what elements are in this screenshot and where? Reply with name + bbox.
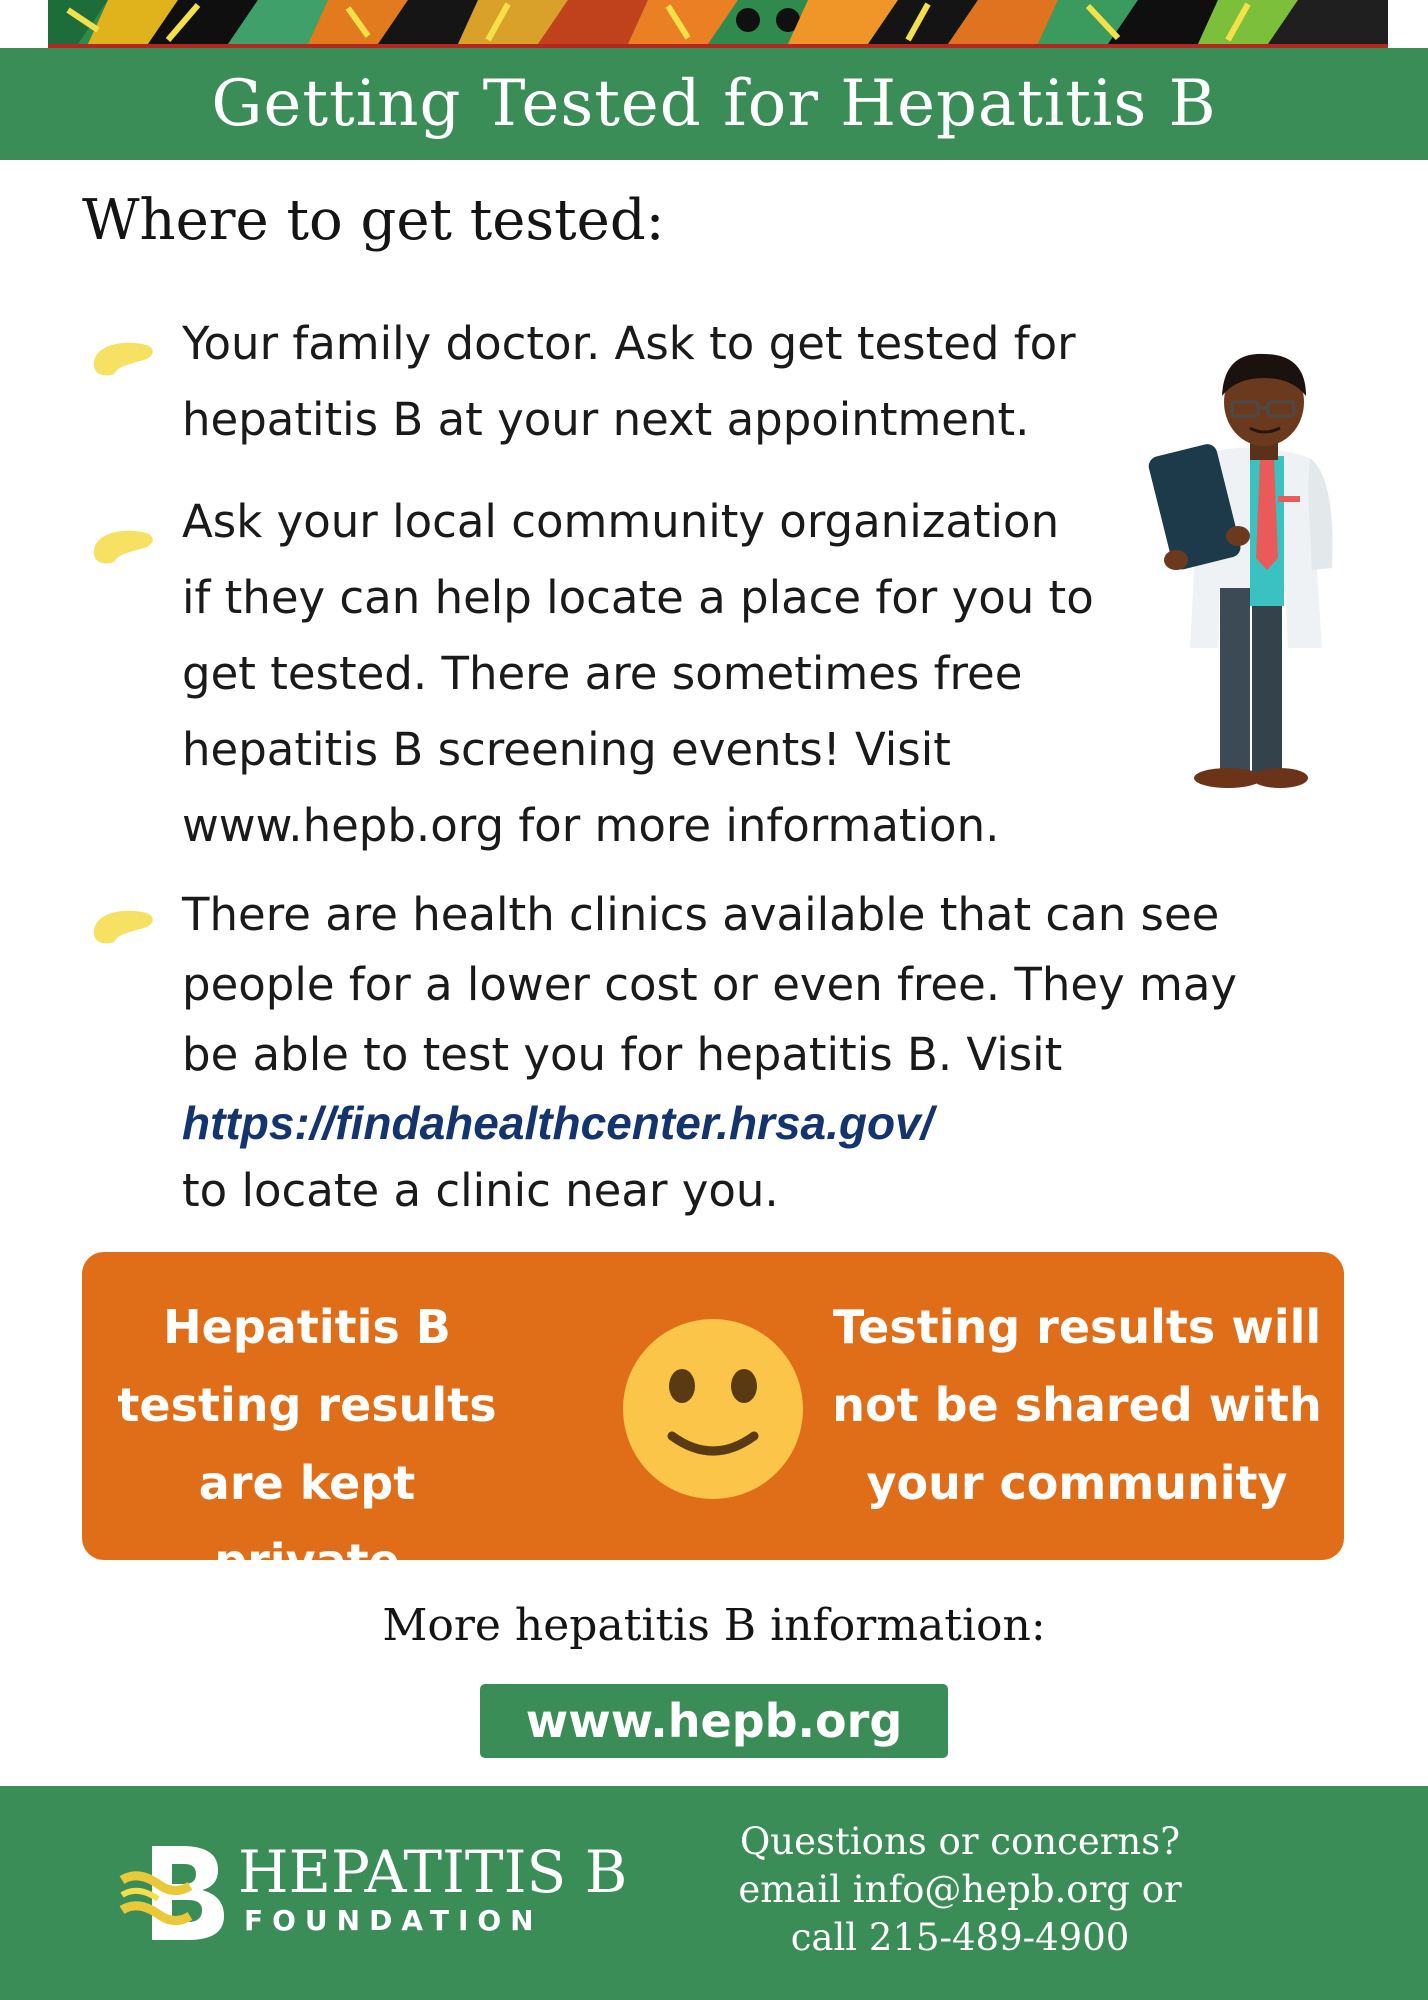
bullet-line: people for a lower cost or even free. They may <box>182 958 1238 1011</box>
title-bar <box>0 48 1428 160</box>
hrsa-health-center-link[interactable]: https://findahealthcenter.hrsa.gov/ <box>182 1097 934 1149</box>
doctor-illustration <box>1140 348 1350 794</box>
bullet-line: be able to test you for hepatitis B. Visit <box>182 1028 1063 1081</box>
privacy-message-right <box>812 1288 1342 1522</box>
bullet-line: hepatitis B screening events! Visit <box>182 723 951 776</box>
privacy-line: your community <box>866 1456 1288 1510</box>
bullet-line: There are health clinics available that can see <box>182 888 1220 941</box>
bullet-community-organization <box>182 484 1162 864</box>
page-title: Getting Tested for Hepatitis B <box>211 67 1217 141</box>
bullet-line: Ask your local community organization <box>182 495 1060 548</box>
contact-info <box>700 1818 1220 1962</box>
bullet-health-clinics <box>182 880 1402 1226</box>
bullet-line: get tested. There are sometimes free <box>182 647 1023 700</box>
bullet-line: hepatitis B at your next appointment. <box>182 393 1030 446</box>
yellow-bullet-icon <box>90 336 158 378</box>
more-info-label: More hepatitis B information: <box>382 1600 1046 1651</box>
privacy-line: are kept private <box>198 1456 416 1588</box>
bullet-family-doctor <box>182 306 1182 458</box>
privacy-line: testing results <box>117 1378 497 1432</box>
section-heading: Where to get tested: <box>82 188 665 253</box>
privacy-line: not be shared with <box>832 1378 1322 1432</box>
privacy-callout <box>82 1252 1344 1588</box>
privacy-message-left <box>102 1288 512 1600</box>
bullet-line: Your family doctor. Ask to get tested for <box>182 317 1076 370</box>
bullet-line: if they can help locate a place for you to <box>182 571 1094 624</box>
decorative-pattern-banner <box>48 0 1388 48</box>
yellow-bullet-icon <box>90 524 158 566</box>
contact-line: Questions or concerns? <box>739 1820 1181 1863</box>
yellow-bullet-icon <box>90 904 158 946</box>
footer <box>0 1786 1428 2000</box>
smiley-face-icon <box>622 1318 804 1500</box>
contact-line: email info@hepb.org or <box>738 1868 1182 1911</box>
bullet-line: www.hepb.org for more information. <box>182 799 1000 852</box>
logo-wordmark: HEPATITIS B <box>238 1838 628 1906</box>
website-link-button[interactable]: www.hepb.org <box>480 1684 948 1758</box>
hepatitis-b-foundation-logo-icon <box>118 1840 230 1944</box>
privacy-line: Testing results will <box>832 1300 1322 1354</box>
bullet-line: to locate a clinic near you. <box>182 1164 779 1217</box>
privacy-line: Hepatitis B <box>163 1300 451 1354</box>
contact-line: call 215-489-4900 <box>790 1916 1130 1959</box>
logo-subtitle: FOUNDATION <box>244 1904 543 1937</box>
